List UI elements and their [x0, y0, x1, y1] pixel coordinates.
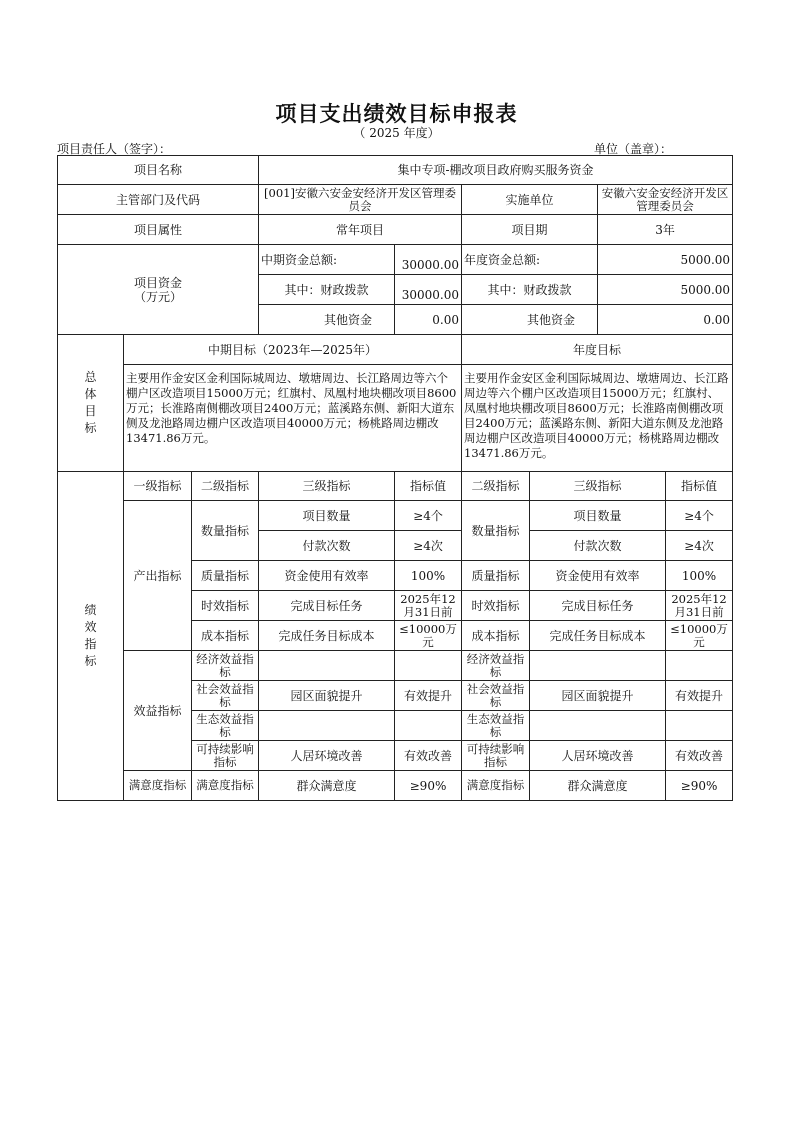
year-other-value: 0.00 [598, 305, 733, 335]
mid-value-cell: 有效提升 [395, 681, 462, 711]
year-total-value: 5000.00 [598, 245, 733, 275]
dept-value: [001]安徽六安金安经济开发区管理委员会 [259, 185, 462, 215]
impl-unit-label: 实施单位 [462, 185, 598, 215]
level2-cell: 社会效益指标 [192, 681, 259, 711]
mid-level3-cell: 资金使用有效率 [259, 561, 395, 591]
level2-cell: 成本指标 [192, 621, 259, 651]
level2-cell: 数量指标 [192, 501, 259, 561]
header-value: 指标值 [395, 472, 462, 501]
year-level3-cell: 项目数量 [530, 501, 666, 531]
performance-indicator-label-text: 绩 效 指 标 [84, 603, 97, 668]
year-total-label: 年度资金总额: [462, 245, 598, 275]
year-level3-cell: 付款次数 [530, 531, 666, 561]
year-value-cell: 100% [666, 561, 733, 591]
year-value-cell: ≤10000万元 [666, 621, 733, 651]
header-value-year: 指标值 [666, 472, 733, 501]
row-project-name [58, 156, 733, 185]
unit-seal-label: 单位（盖章）： [594, 142, 673, 156]
year-level2-cell: 时效指标 [462, 591, 530, 621]
year-level3-cell: 完成目标任务 [530, 591, 666, 621]
impl-unit-value: 安徽六安金安经济开发区管理委员会 [598, 185, 733, 215]
mid-level3-cell: 完成任务目标成本 [259, 621, 395, 651]
year-fiscal-label: 其中：财政拨款 [462, 275, 598, 305]
year-value-cell: 2025年12月31日前 [666, 591, 733, 621]
mid-level3-cell: 项目数量 [259, 501, 395, 531]
year-level3-cell [530, 651, 666, 681]
mid-value-cell: ≥4次 [395, 531, 462, 561]
mid-value-cell: ≥90% [395, 771, 462, 801]
year-level3-cell [530, 711, 666, 741]
overall-goal-label [58, 335, 124, 472]
overall-goal-label-text: 总 体 目 标 [84, 370, 97, 435]
mid-value-cell: 2025年12月31日前 [395, 591, 462, 621]
year-value-cell: ≥4次 [666, 531, 733, 561]
project-name-value: 集中专项-棚改项目政府购买服务资金 [259, 156, 733, 185]
output-indicator-label: 产出指标 [124, 501, 192, 651]
level2-cell: 经济效益指标 [192, 651, 259, 681]
funds-label-line2: （万元） [133, 289, 182, 304]
mid-value-cell [395, 711, 462, 741]
mid-other-value: 0.00 [395, 305, 462, 335]
year-other-label: 其他资金 [462, 305, 598, 335]
benefit-indicator-label: 效益指标 [124, 651, 192, 771]
year-level3-cell: 完成任务目标成本 [530, 621, 666, 651]
funds-label-line1: 项目资金 [133, 275, 182, 290]
attr-value: 常年项目 [259, 215, 462, 245]
row-goals-header [58, 335, 733, 365]
header-level1: 一级指标 [124, 472, 192, 501]
mid-level3-cell [259, 651, 395, 681]
year-level2-cell: 生态效益指标 [462, 711, 530, 741]
year-level2-cell: 质量指标 [462, 561, 530, 591]
year-value-cell: ≥4个 [666, 501, 733, 531]
mid-value-cell: ≥4个 [395, 501, 462, 531]
performance-goal-table [57, 155, 733, 801]
mid-level3-cell: 完成目标任务 [259, 591, 395, 621]
project-name-label: 项目名称 [58, 156, 259, 185]
year-value-cell: 有效提升 [666, 681, 733, 711]
row-attribute [58, 215, 733, 245]
level2-cell: 生态效益指标 [192, 711, 259, 741]
year-goal-header: 年度目标 [462, 335, 733, 365]
responsible-signature-label: 项目责任人（签字）： [57, 142, 172, 156]
row-funds-total [58, 245, 733, 275]
header-level2: 二级指标 [192, 472, 259, 501]
year-level3-cell: 园区面貌提升 [530, 681, 666, 711]
mid-value-cell: 100% [395, 561, 462, 591]
funds-label [58, 245, 259, 335]
mid-value-cell: ≤10000万元 [395, 621, 462, 651]
mid-level3-cell: 群众满意度 [259, 771, 395, 801]
year-level2-cell: 数量指标 [462, 501, 530, 561]
level2-cell: 可持续影响指标 [192, 741, 259, 771]
page-title: 项目支出绩效目标申报表 [275, 102, 518, 126]
year-goal-text: 主要用作金安区金利国际城周边、墩塘周边、长江路周边等六个棚户区改造项目15000万元；红旗村、凤凰村地块棚改项目8600万元；长淮路南侧棚改项目2400万元；蓝溪路东侧、新阳大道东侧及龙池路周边棚户区改造项目40000万元；杨桃路周边棚改13471.86万元。 [462, 365, 733, 472]
mid-total-value: 30000.00 [395, 245, 462, 275]
level2-cell: 满意度指标 [192, 771, 259, 801]
level2-cell: 质量指标 [192, 561, 259, 591]
mid-value-cell: 有效改善 [395, 741, 462, 771]
year-level3-cell: 人居环境改善 [530, 741, 666, 771]
mid-total-label: 中期资金总额: [259, 245, 395, 275]
mid-fiscal-value: 30000.00 [395, 275, 462, 305]
mid-other-label: 其他资金 [259, 305, 395, 335]
indicator-row [58, 651, 733, 681]
attr-label: 项目属性 [58, 215, 259, 245]
row-indicator-header [58, 472, 733, 501]
year-value-cell: 有效改善 [666, 741, 733, 771]
mid-level3-cell: 人居环境改善 [259, 741, 395, 771]
mid-level3-cell: 园区面貌提升 [259, 681, 395, 711]
year-level2-cell: 经济效益指标 [462, 651, 530, 681]
year-level2-cell: 满意度指标 [462, 771, 530, 801]
year-subtitle: （ 2025 年度） [353, 126, 440, 140]
level2-cell: 时效指标 [192, 591, 259, 621]
mid-value-cell [395, 651, 462, 681]
performance-indicator-label [58, 472, 124, 801]
year-value-cell [666, 711, 733, 741]
indicator-row [58, 501, 733, 531]
year-level2-cell: 成本指标 [462, 621, 530, 651]
year-level3-cell: 资金使用有效率 [530, 561, 666, 591]
satisfaction-indicator-label: 满意度指标 [124, 771, 192, 801]
year-fiscal-value: 5000.00 [598, 275, 733, 305]
dept-label: 主管部门及代码 [58, 185, 259, 215]
mid-fiscal-label: 其中：财政拨款 [259, 275, 395, 305]
period-label: 项目期 [462, 215, 598, 245]
header-level3: 三级指标 [259, 472, 395, 501]
year-level3-cell: 群众满意度 [530, 771, 666, 801]
mid-level3-cell: 付款次数 [259, 531, 395, 561]
year-level2-cell: 可持续影响指标 [462, 741, 530, 771]
mid-goal-header: 中期目标（2023年—2025年） [124, 335, 462, 365]
indicator-row [58, 771, 733, 801]
header-level2-year: 二级指标 [462, 472, 530, 501]
year-level2-cell: 社会效益指标 [462, 681, 530, 711]
row-goals-text [58, 365, 733, 472]
row-department [58, 185, 733, 215]
header-level3-year: 三级指标 [530, 472, 666, 501]
year-value-cell [666, 651, 733, 681]
mid-goal-text: 主要用作金安区金利国际城周边、墩塘周边、长江路周边等六个棚户区改造项目15000万元；红旗村、凤凰村地块棚改项目8600万元；长淮路南侧棚改项目2400万元；蓝溪路东侧、新阳大道东侧及龙池路周边棚户区改造项目40000万元；杨桃路周边棚改13471.86万元。 [124, 365, 462, 472]
mid-level3-cell [259, 711, 395, 741]
year-value-cell: ≥90% [666, 771, 733, 801]
period-value: 3年 [598, 215, 733, 245]
